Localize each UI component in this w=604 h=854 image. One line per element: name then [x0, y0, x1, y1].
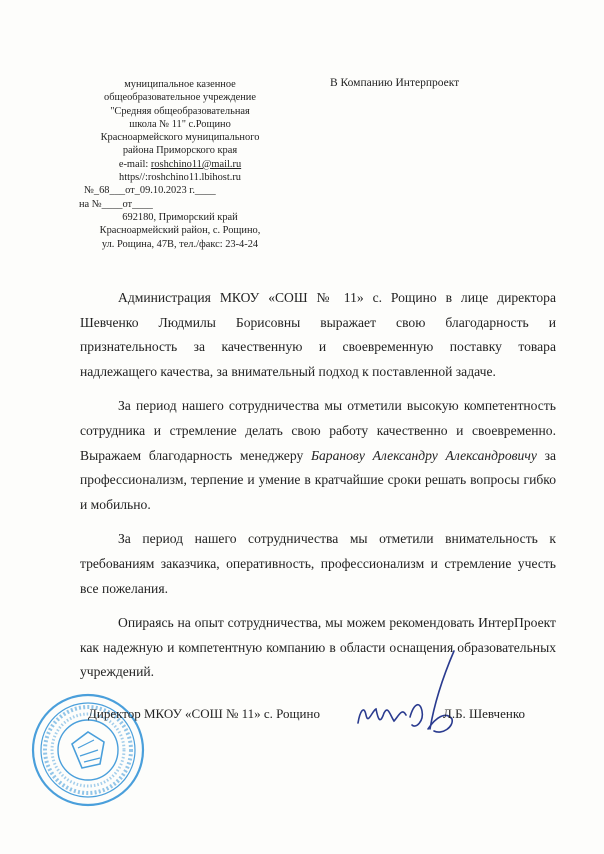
- letter-body: [80, 286, 556, 695]
- manager-name: Баранову Александру Александровичу: [310, 447, 537, 463]
- reference-reply: на №____от____: [79, 198, 153, 210]
- email-link[interactable]: roshchino11@mail.ru: [150, 158, 242, 170]
- paragraph-2: [80, 394, 556, 517]
- sender-line: района Приморского края: [122, 145, 238, 157]
- sender-line: "Средняя общеобразовательная: [110, 105, 250, 117]
- sender-line: Красноармейского муниципального: [100, 132, 260, 144]
- sender-line: общеобразовательное учреждение: [104, 92, 256, 104]
- sender-block: [66, 78, 294, 251]
- address-line: ул. Рощина, 47В, тел./факс: 23-4-24: [101, 238, 259, 250]
- email-label: e-mail:: [118, 158, 151, 170]
- paragraph-1: Администрация МКОУ «СОШ № 11» с. Рощино в лице директора Шевченко Людмилы Борисовны выражает свою благодарность и признательность за качественную и своевременную поставку товара надлежащего качества, за внимательный подход к поставленной задаче.: [80, 290, 556, 379]
- sender-line: школа № 11" с.Рощино: [129, 118, 231, 130]
- paragraph-2-text-b: за профессионализм, терпение и умение в кратчайшие сроки решать вопросы гибко и мобильно.: [80, 447, 557, 512]
- address-line: Красноармейский район, с. Рощино,: [99, 225, 261, 237]
- sender-email-row: [66, 158, 294, 171]
- paragraph-3: За период нашего сотрудничества мы отметили внимательность к требованиям заказчика, оперативность, профессионализм и стремление учесть все пожелания.: [80, 531, 556, 596]
- reference-number: №_68___от_09.10.2023 г.____: [84, 185, 216, 197]
- sender-line: муниципальное казенное: [124, 79, 236, 90]
- handwritten-signature: [350, 645, 470, 745]
- website[interactable]: https//:roshchino11.lbihost.ru: [119, 172, 241, 184]
- signer-title: Директор МКОУ «СОШ № 11» с. Рощино: [88, 706, 320, 721]
- signer-name: Л.Б. Шевченко: [443, 706, 525, 721]
- paragraph-2-text-a: За период нашего сотрудничества мы отметили высокую компетентность сотрудника и стремление делать свою работу качественно и своевременно. Выражаем благодарность менеджеру: [80, 398, 556, 463]
- address-line: 692180, Приморский край: [122, 211, 238, 223]
- paragraph-4: Опираясь на опыт сотрудничества, мы можем рекомендовать ИнтерПроект как надежную и компетентную компанию в области оснащения образовательных учреждений.: [80, 615, 556, 680]
- recipient: В Компанию Интерпроект: [330, 77, 460, 89]
